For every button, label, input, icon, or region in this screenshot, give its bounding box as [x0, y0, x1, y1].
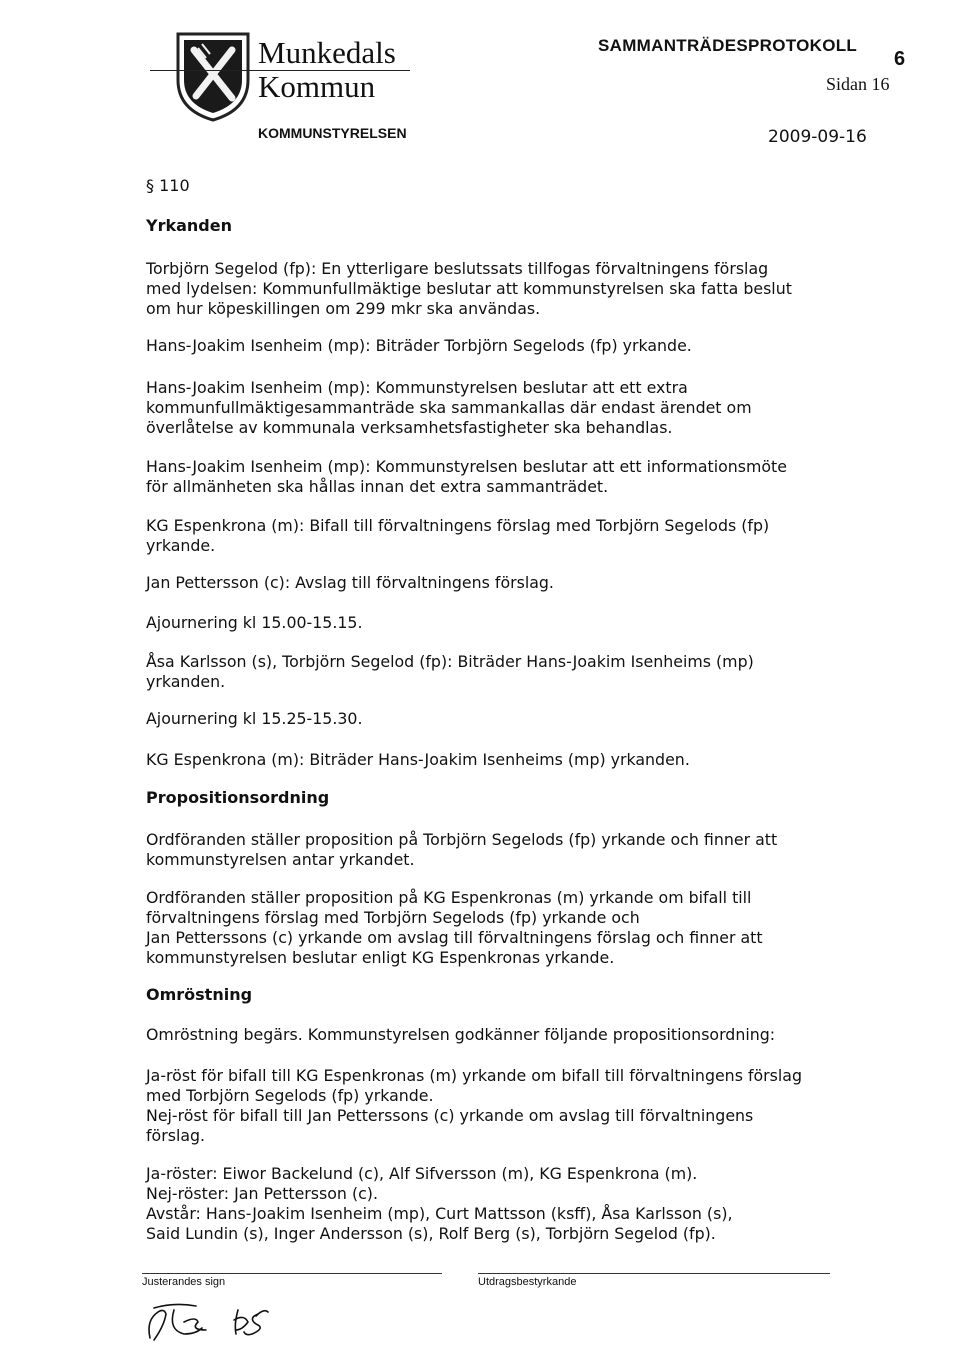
text-line: Ajournering kl 15.00-15.15. — [146, 613, 363, 632]
paragraph — [146, 830, 846, 870]
paragraph — [146, 259, 846, 319]
paragraph — [146, 709, 846, 729]
municipality-name-line1: Munkedals — [258, 35, 396, 70]
text-line: Ordföranden ställer proposition på KG Espenkronas (m) yrkande om bifall till — [146, 888, 752, 907]
text-line: Ja-röst för bifall till KG Espenkronas (m) yrkande om bifall till förvaltningens förslag — [146, 1066, 802, 1085]
paragraph — [146, 652, 846, 692]
text-line: förslag. — [146, 1126, 206, 1145]
paragraph — [146, 1164, 846, 1244]
text-line: Avstår: Hans-Joakim Isenheim (mp), Curt Mattsson (ksff), Åsa Karlsson (s), — [146, 1204, 733, 1223]
signature-rule — [142, 1273, 442, 1274]
text-line: Torbjörn Segelod (fp): En ytterligare beslutssats tillfogas förvaltningens förslag — [146, 259, 769, 278]
paragraph — [146, 888, 846, 968]
text-line: överlåtelse av kommunala verksamhetsfastigheter ska behandlas. — [146, 418, 673, 437]
text-line: förvaltningens förslag med Torbjörn Segelods (fp) yrkande och — [146, 908, 640, 927]
heading-yrkanden: Yrkanden — [146, 216, 232, 235]
text-line: Hans-Joakim Isenheim (mp): Kommunstyrelsen beslutar att ett informationsmöte — [146, 457, 787, 476]
text-line: yrkande. — [146, 536, 216, 555]
paragraph — [146, 516, 846, 556]
text-line: Said Lundin (s), Inger Andersson (s), Rolf Berg (s), Torbjörn Segelod (fp). — [146, 1224, 716, 1243]
sheet-number: Sidan 16 — [826, 74, 890, 94]
text-line: KG Espenkrona (m): Bifall till förvaltningens förslag med Torbjörn Segelods (fp) — [146, 516, 770, 535]
text-line: Åsa Karlsson (s), Torbjörn Segelod (fp): Biträder Hans-Joakim Isenheims (mp) — [146, 652, 754, 671]
text-line: Jan Petterssons (c) yrkande om avslag till förvaltningens förslag och finner att — [146, 928, 763, 947]
text-line: Hans-Joakim Isenheim (mp): Biträder Torbjörn Segelods (fp) yrkande. — [146, 336, 692, 355]
text-line: kommunstyrelsen beslutar enligt KG Espenkronas yrkande. — [146, 948, 615, 967]
text-line: Ajournering kl 15.25-15.30. — [146, 709, 363, 728]
handwritten-initials — [140, 1290, 300, 1346]
paragraph — [146, 336, 846, 356]
board-name: KOMMUNSTYRELSEN — [258, 125, 407, 141]
text-line: med lydelsen: Kommunfullmäktige beslutar att kommunstyrelsen ska fatta beslut — [146, 279, 792, 298]
paragraph — [146, 1066, 846, 1146]
text-line: om hur köpeskillingen om 299 mkr ska användas. — [146, 299, 541, 318]
text-line: kommunstyrelsen antar yrkandet. — [146, 850, 415, 869]
text-line: Hans-Joakim Isenheim (mp): Kommunstyrelsen beslutar att ett extra — [146, 378, 688, 397]
text-line: Omröstning begärs. Kommunstyrelsen godkänner följande propositionsordning: — [146, 1025, 776, 1044]
meeting-date: 2009-09-16 — [768, 127, 867, 147]
text-line: KG Espenkrona (m): Biträder Hans-Joakim Isenheims (mp) yrkanden. — [146, 750, 690, 769]
heading-propositionsordning: Propositionsordning — [146, 788, 330, 807]
paragraph — [146, 613, 846, 633]
text-line: Nej-röster: Jan Pettersson (c). — [146, 1184, 378, 1203]
extract-rule — [478, 1273, 830, 1274]
text-line: med Torbjörn Segelods (fp) yrkande. — [146, 1086, 434, 1105]
section-number: § 110 — [146, 176, 190, 195]
text-line: Nej-röst för bifall till Jan Petterssons (c) yrkande om avslag till förvaltningens — [146, 1106, 754, 1125]
signature-label: Justerandes sign — [142, 1276, 226, 1288]
text-line: Ja-röster: Eiwor Backelund (c), Alf Sifversson (m), KG Espenkrona (m). — [146, 1164, 698, 1183]
paragraph — [146, 750, 846, 770]
text-line: yrkanden. — [146, 672, 226, 691]
text-line: Jan Pettersson (c): Avslag till förvaltningens förslag. — [146, 573, 554, 592]
text-line: kommunfullmäktigesammanträde ska sammankallas där endast ärendet om — [146, 398, 752, 417]
paragraph — [146, 378, 846, 438]
paragraph — [146, 1025, 846, 1045]
text-line: Ordföranden ställer proposition på Torbjörn Segelods (fp) yrkande och finner att — [146, 830, 778, 849]
page-number: 6 — [894, 48, 906, 70]
document-title: SAMMANTRÄDESPROTOKOLL — [598, 36, 858, 55]
heading-omrostning: Omröstning — [146, 985, 253, 1004]
paragraph — [146, 573, 846, 593]
text-line: för allmänheten ska hållas innan det extra sammanträdet. — [146, 477, 609, 496]
paragraph — [146, 457, 846, 497]
municipal-crest-icon — [172, 30, 254, 122]
extract-label: Utdragsbestyrkande — [478, 1276, 577, 1288]
municipality-name-line2: Kommun — [258, 69, 376, 104]
